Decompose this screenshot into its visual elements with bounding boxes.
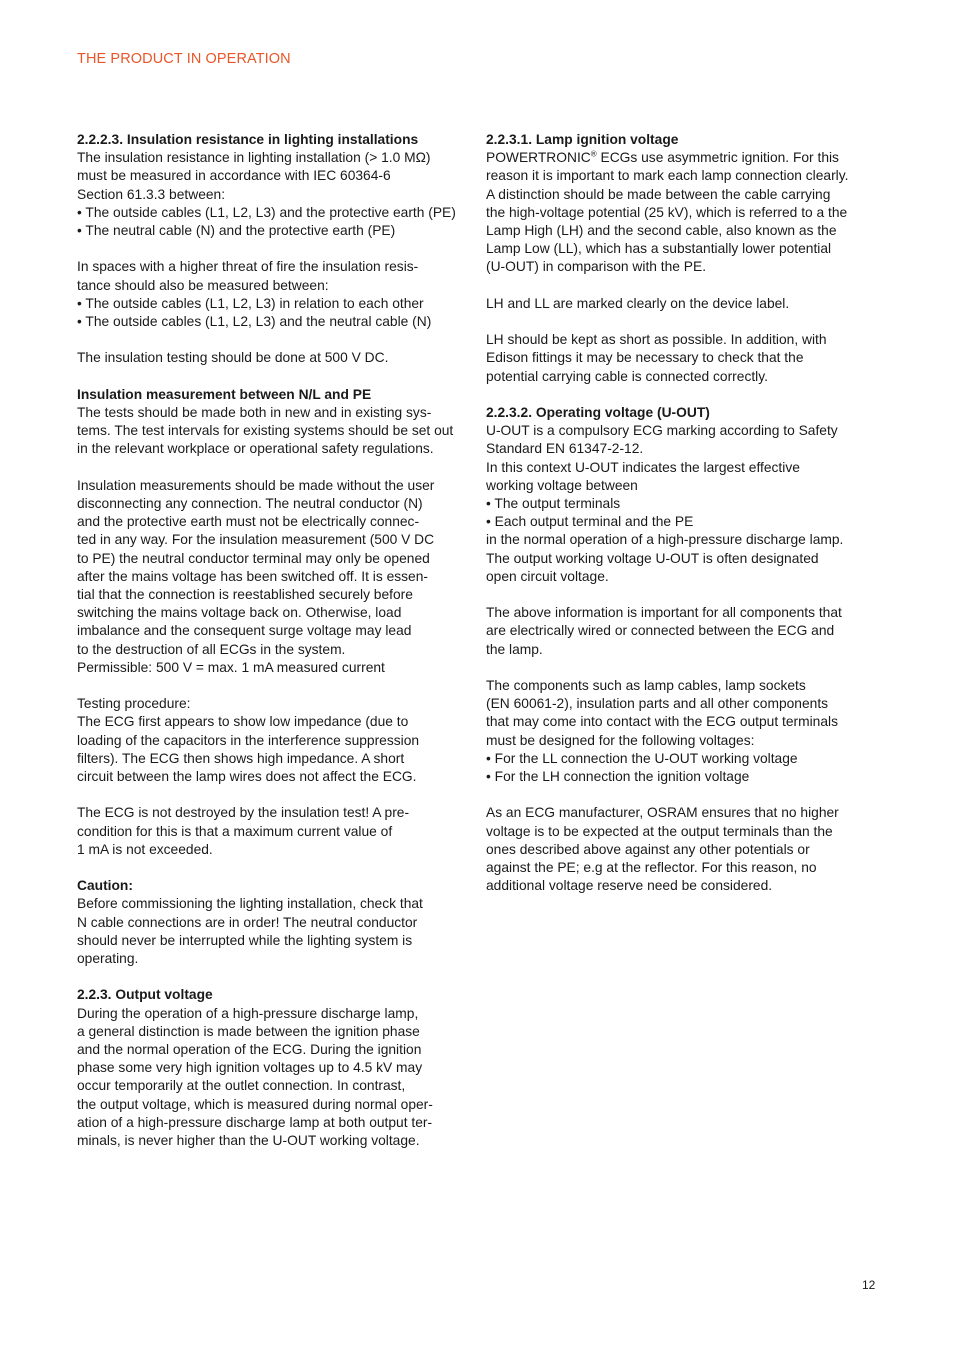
text-line: must be designed for the following voltages: <box>486 732 755 748</box>
text-line: N cable connections are in order! The neutral conductor <box>77 914 418 930</box>
text-line: Testing procedure: <box>77 696 191 712</box>
text-line: Insulation measurements should be made without the user <box>77 477 435 493</box>
paragraph-components-info <box>486 604 881 659</box>
text-line: occur temporarily at the outlet connection. In contrast, <box>77 1078 406 1094</box>
text-line: should never be interrupted while the lighting system is <box>77 932 413 948</box>
paragraph-insulation-intro <box>77 149 472 204</box>
section-header: THE PRODUCT IN OPERATION <box>77 51 291 67</box>
heading-operating-voltage: 2.2.3.2. Operating voltage (U-OUT) <box>486 405 710 420</box>
text-line: operating. <box>77 951 139 967</box>
paragraph-device-label: LH and LL are marked clearly on the device label. <box>486 295 790 311</box>
text-line: against the PE; e.g at the reflector. For this reason, no <box>486 860 817 876</box>
text-line: Section 61.3.3 between: <box>77 186 226 202</box>
text-line: ones described above against any other potentials or <box>486 841 810 857</box>
text-line: the high-voltage potential (25 kV), which is referred to a the <box>486 204 848 220</box>
text-line: LH should be kept as short as possible. In addition, with <box>486 332 827 348</box>
text-line: The output working voltage U-OUT is often designated <box>486 550 819 566</box>
text-line: potential carrying cable is connected correctly. <box>486 368 768 384</box>
text-line: Lamp Low (LL), which has a substantially lower potential <box>486 241 832 257</box>
text-line: Edison fittings it may be necessary to check that the <box>486 350 804 366</box>
text-line: • The neutral cable (N) and the protective earth (PE) <box>77 223 396 239</box>
text-line: in the normal operation of a high-pressure discharge lamp. <box>486 532 844 548</box>
text-line: In spaces with a higher threat of fire the insulation resis- <box>77 259 419 275</box>
bullet-list-fire <box>77 295 472 331</box>
text-line: and the protective earth must not be electrically connec- <box>77 514 420 530</box>
text-line: switching the mains voltage back on. Otherwise, load <box>77 605 402 621</box>
text-line: (EN 60061-2), insulation parts and all other components <box>486 696 829 712</box>
bullet-list-pe <box>77 204 472 240</box>
text-line: • The outside cables (L1, L2, L3) in relation to each other <box>77 295 424 311</box>
text-line: Standard EN 61347-2-12. <box>486 441 644 457</box>
text-line: As an ECG manufacturer, OSRAM ensures that no higher <box>486 805 839 821</box>
text-line: Before commissioning the lighting installation, check that <box>77 896 423 912</box>
text-line: Permissible: 500 V = max. 1 mA measured current <box>77 659 385 675</box>
text-line: The above information is important for all components that <box>486 605 842 621</box>
text-line: The ECG is not destroyed by the insulation test! A pre- <box>77 805 410 821</box>
text-line: In this context U-OUT indicates the largest effective <box>486 459 800 475</box>
paragraph-caution <box>77 895 472 968</box>
text-line: 1 mA is not exceeded. <box>77 841 213 857</box>
text-line: A distinction should be made between the cable carrying <box>486 186 831 202</box>
paragraph-asymmetric-ignition <box>486 167 881 276</box>
heading-caution: Caution: <box>77 878 133 894</box>
heading-measurement-nl-pe: Insulation measurement between N/L and PE <box>77 386 372 402</box>
text-line: The insulation resistance in lighting installation (> 1.0 MΩ) <box>77 150 431 166</box>
text-line: • The outside cables (L1, L2, L3) and the protective earth (PE) <box>77 204 456 220</box>
text-line: The tests should be made both in new and in existing sys- <box>77 405 432 420</box>
text-line: minals, is never higher than the U-OUT working voltage. <box>77 1133 420 1149</box>
text-line: The components such as lamp cables, lamp sockets <box>486 678 806 694</box>
text-line: disconnecting any connection. The neutral conductor (N) <box>77 496 423 511</box>
text-line: imbalance and the consequent surge voltage may lead <box>77 623 412 639</box>
heading-output-voltage: 2.2.3. Output voltage <box>77 987 213 1003</box>
paragraph-osram-manufacturer <box>486 804 881 895</box>
text-line: additional voltage reserve need be considered. <box>486 878 773 894</box>
text-line: in the relevant workplace or operational safety regulations. <box>77 441 434 457</box>
paragraph-uout <box>486 422 881 586</box>
text-line: Lamp High (LH) and the second cable, also known as the <box>486 223 837 239</box>
page-number: 12 <box>862 1278 876 1292</box>
heading-lamp-ignition: 2.2.3.1. Lamp ignition voltage <box>486 132 679 147</box>
paragraph-output-voltage <box>77 1005 472 1151</box>
text-line: • The output terminals <box>486 496 621 512</box>
text-line: (U-OUT) in comparison with the PE. <box>486 259 707 275</box>
paragraph-components-voltages <box>486 677 881 786</box>
text-line: ted in any way. For the insulation measurement (500 V DC <box>77 532 435 548</box>
text-line: the output voltage, which is measured during normal oper- <box>77 1096 433 1112</box>
text-line: • Each output terminal and the PE <box>486 514 694 530</box>
paragraph-measurement-procedure <box>77 477 472 677</box>
paragraph-powertronic-first-line: POWERTRONIC® ECGs use asymmetric ignition. For this <box>486 149 839 166</box>
paragraph-testing-procedure <box>77 695 472 786</box>
paragraph-testing-voltage: The insulation testing should be done at 500 V DC. <box>77 350 389 366</box>
text-line: loading of the capacitors in the interference suppression <box>77 732 420 748</box>
text-line: open circuit voltage. <box>486 568 609 584</box>
text-line: are electrically wired or connected between the ECG and <box>486 623 835 639</box>
right-column <box>486 131 881 895</box>
text-line: after the mains voltage has been switched off. It is essen- <box>77 568 428 584</box>
text-line: condition for this is that a maximum current value of <box>77 823 393 839</box>
text-line: working voltage between <box>486 477 638 493</box>
text-line: to the destruction of all ECGs in the system. <box>77 641 346 657</box>
text-line: tems. The test intervals for existing systems should be set out <box>77 423 454 439</box>
text-line: tial that the connection is reestablished securely before <box>77 587 413 603</box>
text-line: • For the LH connection the ignition voltage <box>486 769 750 785</box>
left-column <box>77 131 472 1150</box>
text-line: voltage is to be expected at the output terminals than the <box>486 823 833 839</box>
text-line: filters). The ECG then shows high impedance. A short <box>77 750 405 766</box>
text-line: phase some very high ignition voltages up to 4.5 kV may <box>77 1060 423 1076</box>
text-line: During the operation of a high-pressure discharge lamp, <box>77 1005 419 1021</box>
text-line: tance should also be measured between: <box>77 277 329 293</box>
text-line: the lamp. <box>486 641 543 657</box>
text-line: a general distinction is made between the ignition phase <box>77 1023 420 1039</box>
paragraph-fire-threat <box>77 258 472 294</box>
text-line: to PE) the neutral conductor terminal may only be opened <box>77 550 430 566</box>
text-line: circuit between the lamp wires does not affect the ECG. <box>77 769 417 785</box>
text-line: must be measured in accordance with IEC 60364-6 <box>77 168 391 184</box>
text-line: U-OUT is a compulsory ECG marking according to Safety <box>486 423 838 439</box>
text-line: reason it is important to mark each lamp connection clearly. <box>486 168 849 184</box>
text-line: that may come into contact with the ECG output terminals <box>486 714 838 730</box>
paragraph-test-intervals <box>77 404 472 459</box>
text-line: The ECG first appears to show low impedance (due to <box>77 714 409 730</box>
text-line: and the normal operation of the ECG. During the ignition <box>77 1042 422 1058</box>
paragraph-lh-short <box>486 331 881 386</box>
heading-insulation-resistance: 2.2.2.3. Insulation resistance in lighting installations <box>77 132 419 147</box>
paragraph-not-destroyed <box>77 804 472 859</box>
text-line: • For the LL connection the U-OUT working voltage <box>486 750 798 766</box>
text-line: ation of a high-pressure discharge lamp at both output ter- <box>77 1114 433 1130</box>
text-line: • The outside cables (L1, L2, L3) and the neutral cable (N) <box>77 314 432 330</box>
